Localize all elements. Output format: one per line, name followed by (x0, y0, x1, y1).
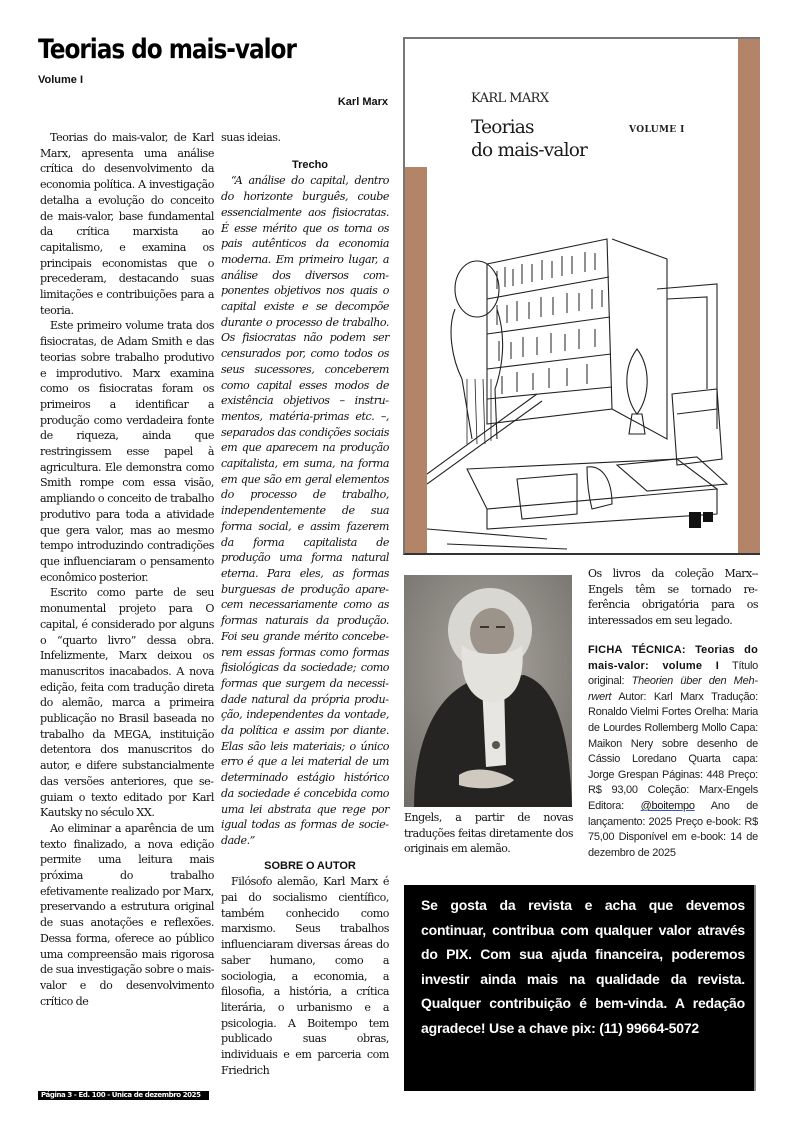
excerpt-heading: Trecho (291, 158, 329, 171)
collection-note: Os livros da coleção Marx--Engels têm se tornado referência obrigatória para os interessados em seu legado. (588, 567, 758, 627)
technical-details: Autor: Karl Marx Tradução: Ronaldo Vielmi Fortes Orelha: Maria de Lourdes Rollemberg Mollo Capa: Maikon Nery sobre desenho de Cássio Loredano Quarta capa: Jorge Grespan Páginas: 448 Preço: R$ 93,00 Coleção: Marx-Engels Editora: (588, 690, 758, 812)
cover-accent-strip (738, 39, 760, 553)
book-cover (403, 37, 760, 555)
cover-volume: VOLUME I (629, 125, 685, 135)
pix-donation-box: Se gosta da revista e acha que devemos continuar, contribua com qualquer valor através do PIX. Com sua ajuda financeira, poderemos investir ainda mais na qualidade da revista. Qualquer contribuição é bem-vinda. A redação agradece! Use a chave pix: (11) 99664-5072 (404, 885, 756, 1091)
publisher-link[interactable]: @boitempo (640, 799, 695, 812)
cover-title-line: do mais-valor (471, 140, 588, 161)
author-photo (404, 575, 572, 807)
excerpt-text: “A análise do capital, dentro do horizonte burguês, coube essencialmente aos fisiocratas. É esse mérito que os torna os pais autênticos da economia moderna. Em primeiro lugar, a análise dos diversos componentes objetivos nos quais o capital existe e se decompõe durante o processo de trabalho. Os fisiocratas não podem ser censurados por, como todos os seus sucessores, conceberem como capital esses modos de existência objetivos – instrumentos, matéria-primas etc. –, separados das condições sociais em que aparecem na produção capitalista, em suma, na forma em que são em geral elementos do processo de trabalho, independentemente de sua forma social, e assim fazerem da forma capitalista de produção uma forma natural eterna. Para eles, as formas burguesas de produção aparecem necessariamente como as formas naturais da produção. Foi seu grande mérito conceberem essas formas como formas fisiológicas da sociedade; como formas que surgem da necessidade natural da própria produção, independentes da vontade, da política e assim por diante. Elas são leis materiais; o único erro é que a lei material de um determinado estágio histórico da sociedade é concebida como uma lei abstrata que rege por igual todas as formas de sociedade.” (221, 174, 389, 847)
karl-marx-portrait (404, 575, 572, 807)
original-title-value: Theorien über den Mehrwert (588, 675, 758, 703)
technical-sheet-label: FICHA TÉCNICA: Teorias do mais-valor: volume I (588, 644, 758, 672)
about-author-text: Filósofo alemão, Karl Marx é pai do socialismo científico, também conhecido como marxismo. Seus trabalhos influenciaram diversas áreas do saber humano, como a sociologia, a economia, a filosofia, a história, a crítica literária, o urbanismo e a psicologia. A Boitempo tem publicado suas obras, individuais e em parceria com Friedrich (221, 875, 389, 1077)
cover-author: KARL MARX (471, 91, 549, 106)
technical-details-2: Ano de lançamento: 2025 Preço e-book: R$ 75,00 Disponível em e-book: 14 de dezembro de 2025 (588, 799, 758, 859)
body-paragraph: Teorias do mais-valor, de Karl Marx, apresenta uma análise crítica do desenvolvimento da economia política. A investigação detalha a evolução do conceito de mais-valor, base fundamental da crítica marxista ao capitalismo, e examina os principais economistas que o precederam, destacando suas limitações e contribuições para a teoria. (40, 131, 214, 317)
cover-title-line: Teorias (471, 117, 534, 138)
body-continuation: suas ideias. (221, 131, 281, 144)
article-column-1 (40, 130, 214, 1009)
photo-caption: Engels, a partir de novas traduções feitas diretamente dos originais em alemão. (404, 811, 573, 855)
article-column-2 (221, 130, 389, 1078)
article-author: Karl Marx (337, 96, 388, 108)
cover-title (471, 116, 587, 162)
about-author-heading: SOBRE O AUTOR (264, 859, 356, 872)
original-title-label: Título original: (588, 659, 759, 688)
cover-illustration (427, 229, 740, 554)
cover-accent-strip (405, 167, 427, 553)
body-paragraph: Este primeiro volume trata dos fisiocratas, de Adam Smith e das teorias sobre trabalho produtivo e improdutivo. Marx examina como os fisiocratas foram os primeiros a identificar a produção como verdadeira fonte de riqueza, ainda que restringissem esse papel à agricultura. Ele demonstra como Smith rompe com essa visão, ampliando o conceito de trabalho produtivo para toda a atividade que gera valor, mas ao mesmo tempo introduzindo contradições que influenciaram o pensamento econômico posterior. (40, 319, 214, 584)
article-title: Teorias do mais-valor (38, 34, 296, 65)
body-paragraph: Escrito como parte de seu monumental projeto para O capital, é considerado por alguns o “quarto livro” dessa obra. Infelizmente, Marx deixou os manuscritos inacabados. A nova edição, feita com tradução direta do alemão, marca a primeira publicação no Brasil baseada no trabalho da MEGA, instituição detentora dos manuscritos do autor, e difere substancialmente das versões anteriores, que seguiam o texto editado por Karl Kautsky no século XX. (40, 586, 214, 820)
technical-sheet (588, 643, 758, 861)
page-footer: Página 3 - Ed. 100 - Única de dezembro 2025 (38, 1091, 209, 1100)
body-paragraph: Ao eliminar a aparência de um texto finalizado, a nova edição permite uma leitura mais próxima do trabalho efetivamente realizado por Marx, preservando a estrutura original de suas anotações e reflexões. Dessa forma, oferece ao público uma compreensão mais rigorosa de sua investigação sobre o mais-valor e do desenvolvimento crítico de (40, 821, 214, 1008)
article-subtitle: Volume I (38, 74, 84, 86)
